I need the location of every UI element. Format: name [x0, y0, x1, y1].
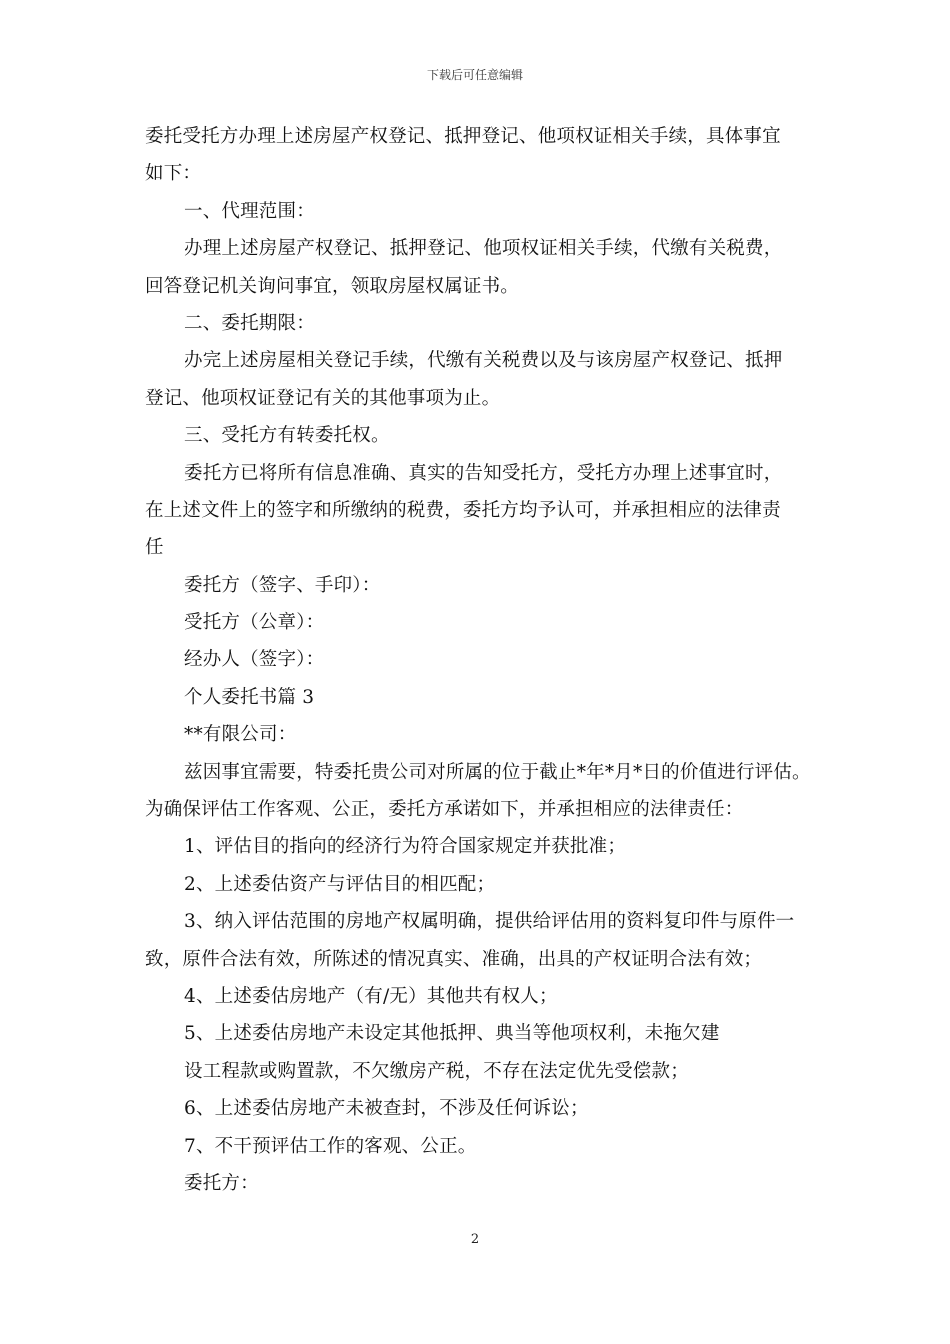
text-line: 2、上述委估资产与评估目的相匹配； [184, 873, 496, 895]
text-line: **有限公司： [184, 724, 297, 746]
text-line: 1、评估目的指向的经济行为符合国家规定并获批准； [184, 836, 627, 858]
text-line: 委托方（签字、手印）： [184, 574, 381, 596]
text-line: 在上述文件上的签字和所缴纳的税费，委托方均予认可，并承担相应的法律责 [145, 499, 781, 521]
text-line: 办完上述房屋相关登记手续，代缴有关税费以及与该房屋产权登记、抵押 [184, 350, 783, 372]
text-line: 致，原件合法有效，所陈述的情况真实、准确，出具的产权证明合法有效； [145, 948, 763, 970]
text-line: 委托方： [184, 1172, 259, 1194]
text-line: 受托方（公章）： [184, 612, 325, 634]
text-line: 登记、他项权证登记有关的其他事项为止。 [145, 387, 501, 409]
text-line: 二、委托期限： [184, 312, 315, 334]
text-line: 为确保评估工作客观、公正，委托方承诺如下，并承担相应的法律责任： [145, 799, 744, 821]
text-line: 经办人（签字）： [184, 649, 325, 671]
page-number: 2 [470, 1232, 480, 1247]
text-line: 个人委托书篇 3 [184, 686, 315, 708]
text-line: 委托方已将所有信息准确、真实的告知受托方，受托方办理上述事宜时， [184, 462, 783, 484]
page-header: 下载后可任意编辑 [426, 68, 523, 82]
text-line: 兹因事宜需要，特委托贵公司对所属的位于截止*年*月*日的价值进行评估。 [184, 761, 811, 783]
text-line: 回答登记机关询问事宜，领取房屋权属证书。 [145, 275, 520, 297]
text-line: 设工程款或购置款，不欠缴房产税，不存在法定优先受偿款； [184, 1060, 689, 1082]
text-line: 委托受托方办理上述房屋产权登记、抵押登记、他项权证相关手续，具体事宜 [145, 126, 781, 147]
text-line: 任 [145, 537, 164, 559]
text-line: 3、纳入评估范围的房地产权属明确，提供给评估用的资料复印件与原件一 [184, 911, 795, 933]
text-line: 如下： [145, 163, 202, 185]
text-line: 一、代理范围： [184, 200, 315, 222]
text-line: 三、受托方有转委托权。 [184, 425, 390, 447]
text-line: 办理上述房屋产权登记、抵押登记、他项权证相关手续，代缴有关税费， [184, 238, 783, 260]
text-line: 5、上述委估房地产未设定其他抵押、典当等他项权利，未拖欠建 [184, 1023, 720, 1045]
text-line: 6、上述委估房地产未被查封，不涉及任何诉讼； [184, 1098, 589, 1120]
document-body [145, 118, 810, 1202]
text-line: 7、不干预评估工作的客观、公正。 [184, 1135, 477, 1157]
text-line: 4、上述委估房地产（有/无）其他共有权人； [184, 985, 558, 1007]
